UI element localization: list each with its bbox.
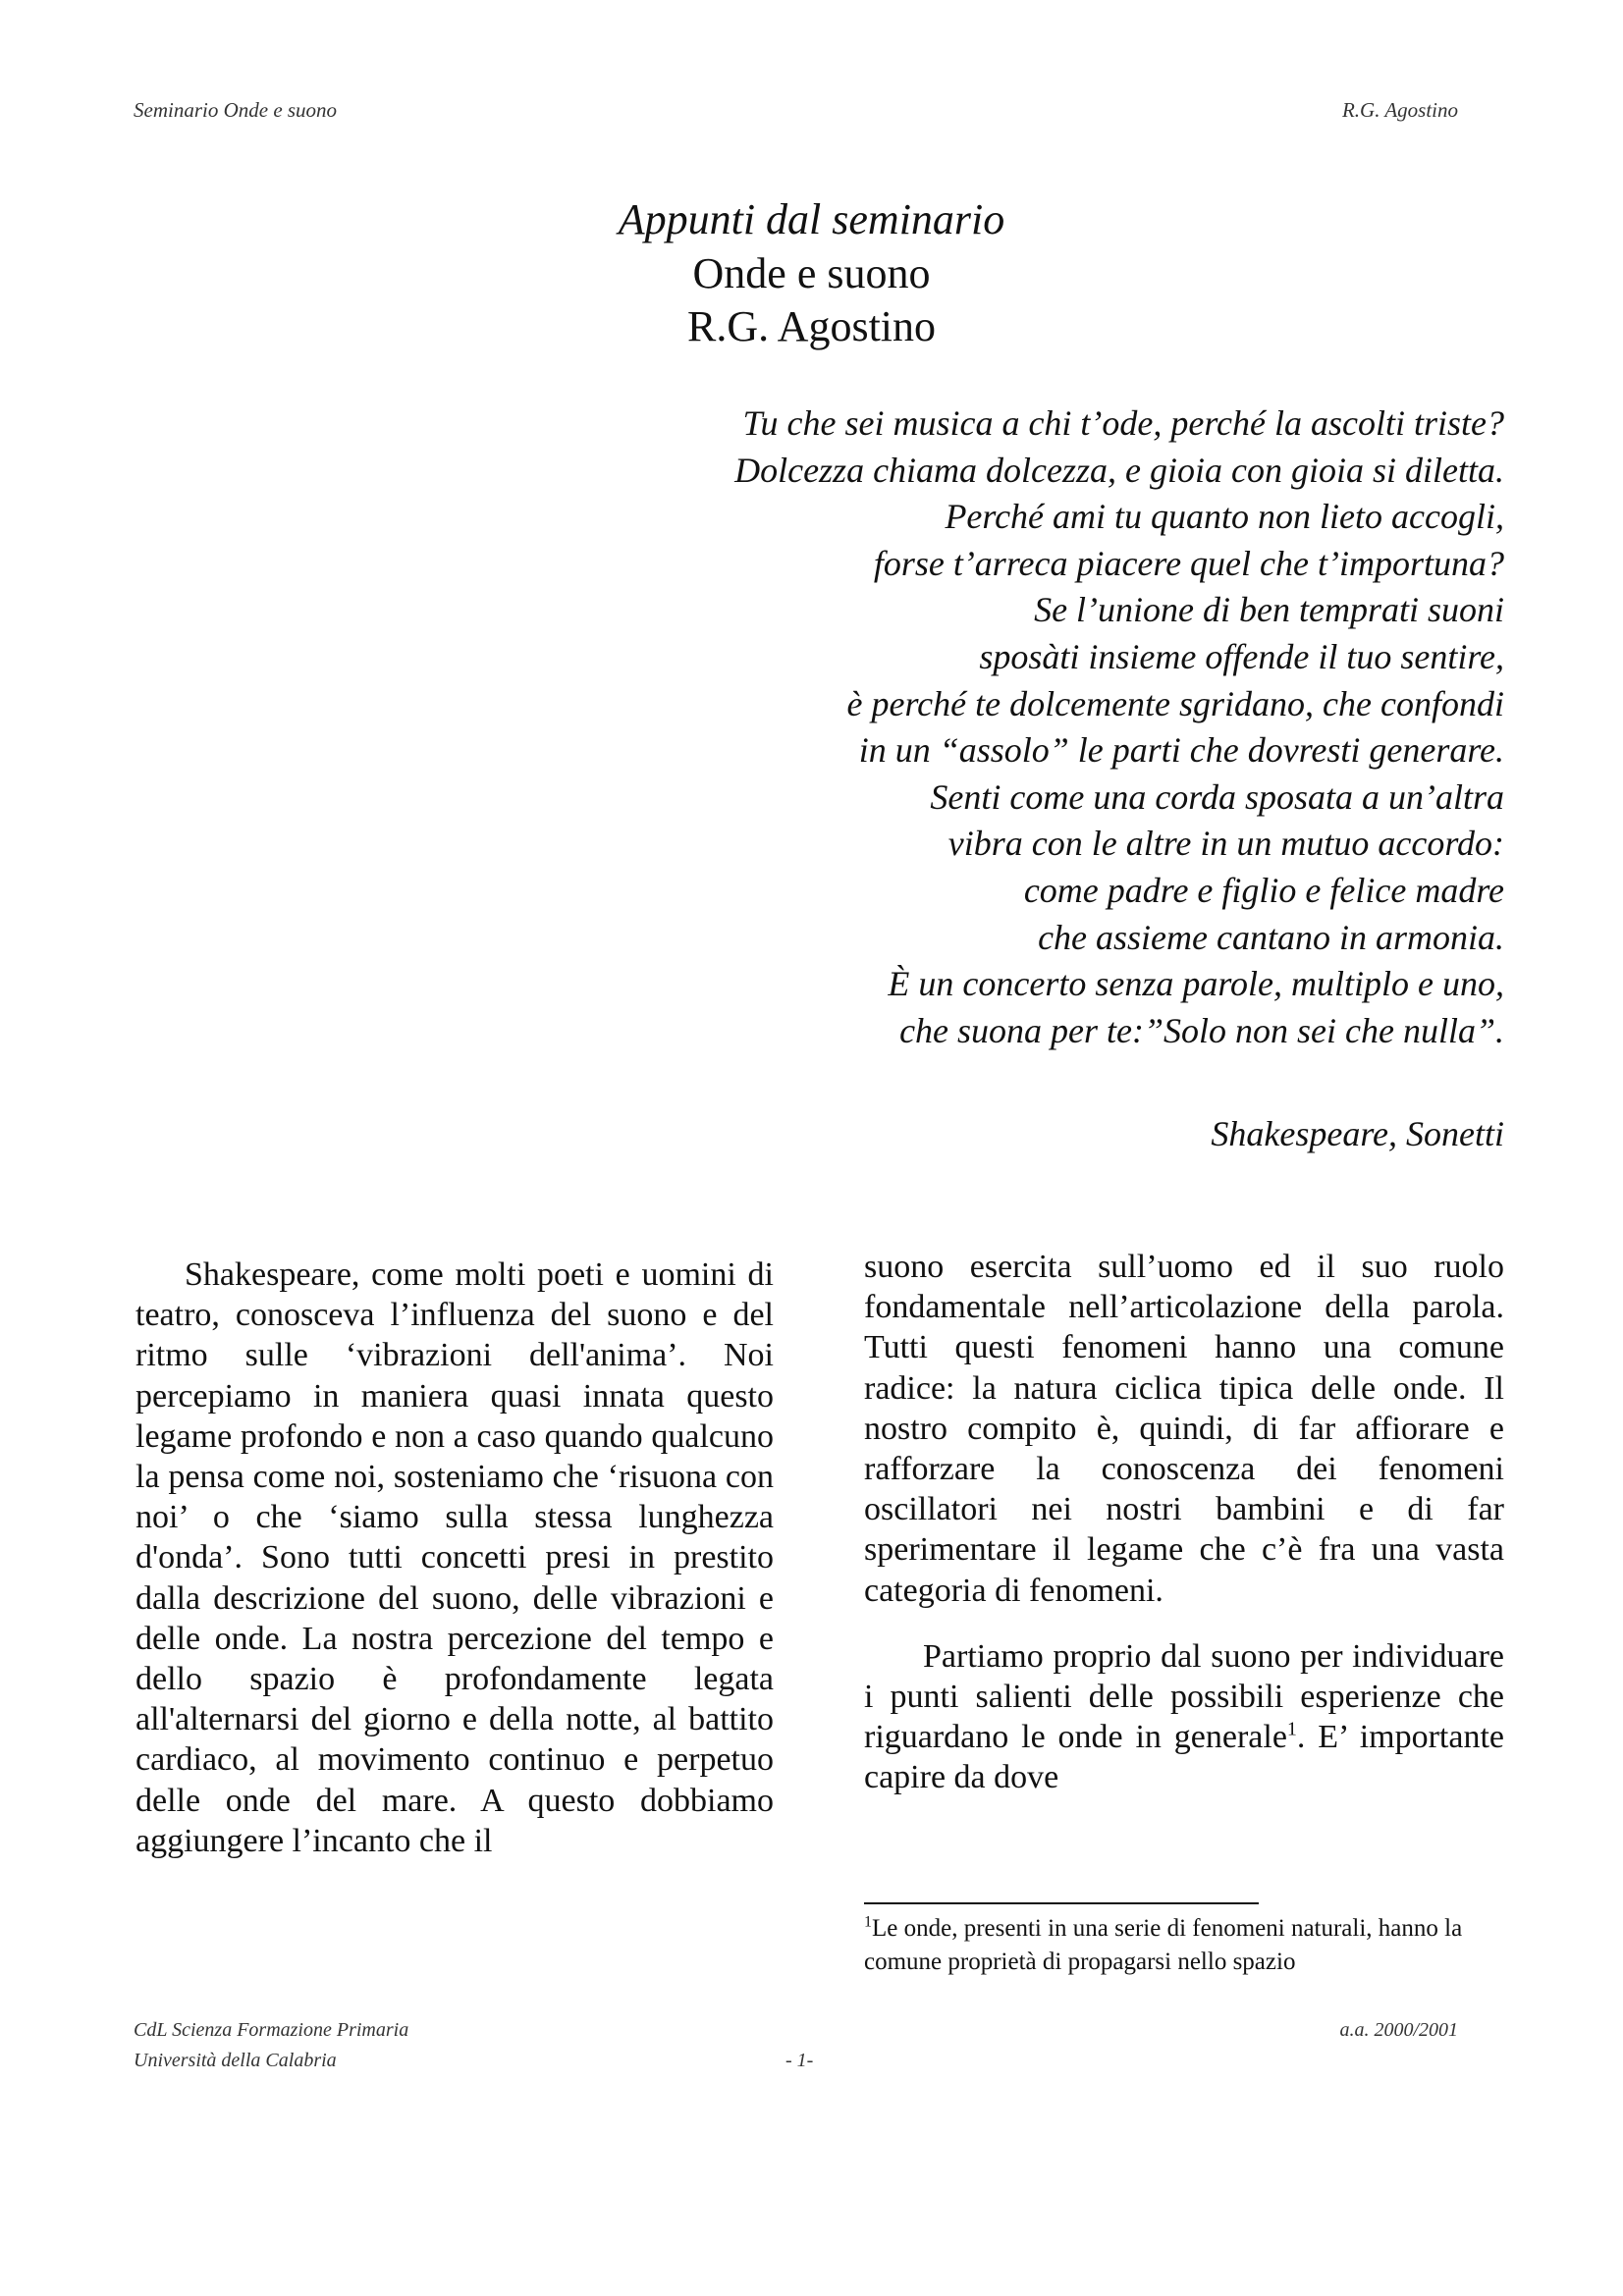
epigraph-poem	[589, 400, 1504, 1054]
poem-attribution: Shakespeare, Sonetti	[1211, 1114, 1504, 1153]
footnote-marker: 1	[864, 1913, 872, 1931]
footer-academic-year: a.a. 2000/2001	[1339, 2019, 1458, 2041]
poem-line: Dolcezza chiama dolcezza, e gioia con gioia si diletta.	[734, 450, 1504, 490]
body-column-right	[864, 1247, 1504, 1798]
footnote-reference: 1	[1286, 1718, 1297, 1740]
footnote-separator	[864, 1902, 1259, 1904]
document-subtitle: Appunti dal seminario	[618, 195, 1005, 243]
document-author: R.G. Agostino	[686, 302, 937, 350]
poem-line: Se l’unione di ben temprati suoni	[1034, 590, 1504, 630]
poem-line: Senti come una corda sposata a un’altra	[930, 776, 1504, 817]
running-header-left: Seminario Onde e suono	[134, 98, 338, 122]
document-title: Onde e suono	[692, 249, 931, 297]
paragraph-text: . E’ importante capire da dove	[864, 1719, 1504, 1796]
poem-line: forse t’arreca piacere quel che t’importuna?	[873, 543, 1504, 583]
paragraph-text: Partiamo proprio dal suono per individuare i punti salienti delle possibili esperienze che riguardano le onde in generale	[864, 1637, 1504, 1756]
footer-university: Università della Calabria	[134, 2050, 337, 2071]
poem-line: Perché ami tu quanto non lieto accogli,	[945, 497, 1504, 537]
footnote	[864, 1912, 1504, 1979]
body-paragraph: suono esercita sull’uomo ed il suo ruolo fondamentale nell’articolazione della parola. Tutti questi fenomeni hanno una comune radice: la natura ciclica tipica delle onde. Il nostro compito è, quindi, di far affiorare e rafforzare la conoscenza dei fenomeni oscillatori nei nostri bambini e di far sperimentare il legame che c’è fra una vasta categoria di fenomeni.	[864, 1249, 1504, 1609]
body-paragraph	[864, 1636, 1504, 1798]
footer-course: CdL Scienza Formazione Primaria	[134, 2019, 409, 2041]
running-header-right: R.G. Agostino	[1341, 98, 1458, 122]
body-paragraph: Shakespeare, come molti poeti e uomini di teatro, conosceva l’influenza del suono e del ritmo sulle ‘vibrazioni dell'anima’. Noi percepiamo in maniera quasi innata questo legame profondo e non a caso quando qualcuno la pensa come noi, sosteniamo che ‘risuona con noi’ o che ‘siamo sulla stessa lunghezza d'onda’. Sono tutti concetti presi in prestito dalla descrizione del suono, delle vibrazioni e delle onde. La nostra percezione del tempo e dello spazio è profondamente legata all'alternarsi del giorno e della notte, al battito cardiaco, al movimento continuo e perpetuo delle onde del mare. A questo dobbiamo aggiungere l’incanto che il	[135, 1256, 774, 1859]
poem-line: in un “assolo” le parti che dovresti generare.	[858, 730, 1504, 771]
poem-line: Tu che sei musica a chi t’ode, perché la ascolti triste?	[742, 403, 1504, 443]
poem-line: sposàti insieme offende il tuo sentire,	[979, 636, 1504, 676]
poem-line: vibra con le altre in un mutuo accordo:	[947, 824, 1504, 864]
poem-line: come padre e figlio e felice madre	[1023, 870, 1504, 910]
poem-line: che suona per te:”Solo non sei che nulla”.	[899, 1010, 1504, 1050]
footnote-text: Le onde, presenti in una serie di fenomeni naturali, hanno la comune proprietà di propagarsi nello spazio	[864, 1915, 1463, 1975]
poem-line: È un concerto senza parole, multiplo e uno,	[888, 964, 1504, 1004]
body-column-left	[135, 1255, 774, 1861]
poem-line: che assieme cantano in armonia.	[1038, 917, 1504, 957]
page-number: - 1-	[785, 2050, 814, 2071]
poem-line: è perché te dolcemente sgridano, che confondi	[846, 683, 1504, 723]
